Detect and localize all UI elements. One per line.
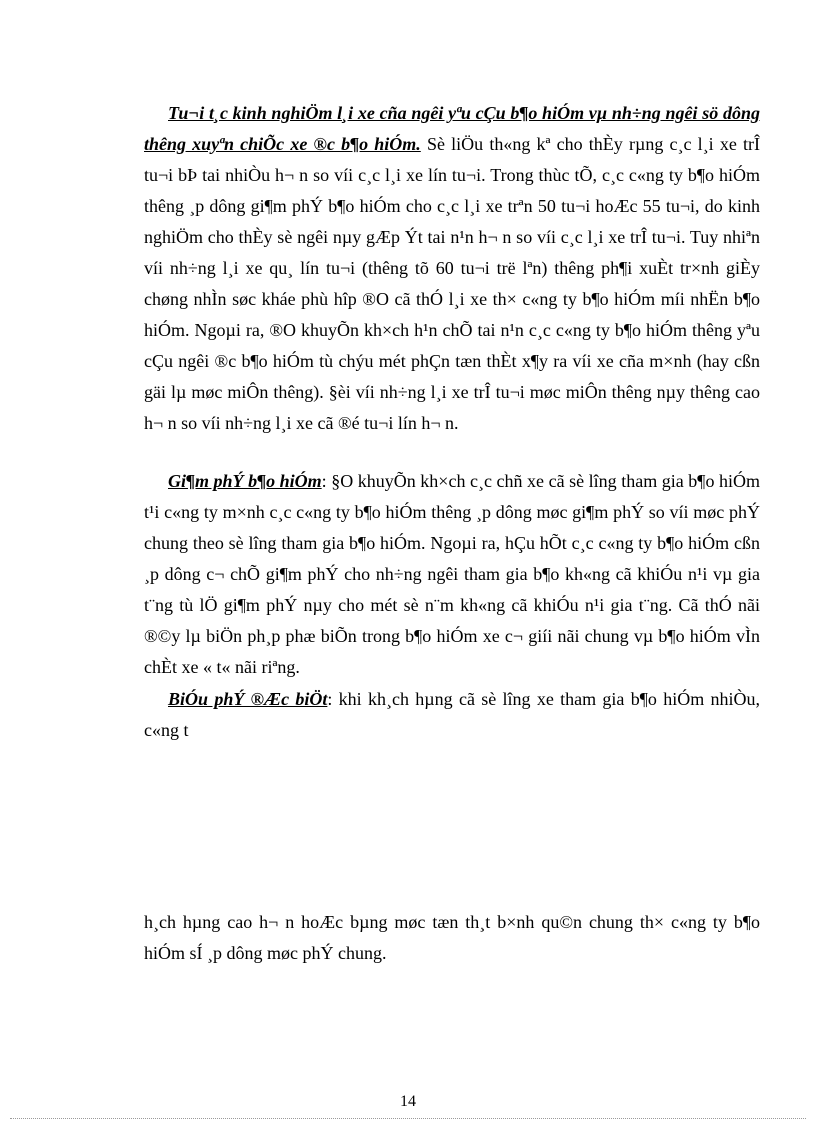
paragraph-body: h¸ch hµng cao h¬ n hoÆc bµng møc tæn th¸t b×nh qu©n chung th× c«ng ty b¶o hiÓm sÍ ¸p dông møc phÝ chung. (144, 912, 760, 963)
paragraph-body: : §O khuyÕn kh×ch c¸c chñ xe cã sè lîng tham gia b¶o hiÓm t¹i c«ng ty m×nh c¸c c«ng ty b¶o hiÓm thêng ¸p dông møc gi¶m phÝ so víi møc phÝ chung theo sè lîng tham gia b¶o hiÓm. Ngoµi ra, hÇu hÕt c¸c c«ng ty b¶o hiÓm cßn ¸p dông c¬ chÕ gi¶m phÝ cho nh÷ng ngêi tham gia b¶o kh«ng cã khiÓu n¹i vµ gia t¨ng tù lÖ gi¶m phÝ nµy cho mét sè n¨m kh«ng cã khiÓu n¹i gia t¨ng. Cã thÓ nãi ®©y lµ biÖn ph¸p phæ biÕn trong b¶o hiÓm xe c¬ giíi nãi chung vµ b¶o hiÓm vÌn chÈt xe « t« nãi riªng. (144, 471, 760, 677)
paragraph-premium-discount (144, 466, 760, 683)
page-number: 14 (400, 1093, 416, 1110)
paragraph-special-tariff (144, 684, 760, 746)
paragraph-body: : khi kh¸ch hµng cã sè lîng xe tham gia b¶o hiÓm nhiÒu, c«ng t (144, 689, 760, 740)
paragraph-lead: BiÓu phÝ ®Æc biÖt (168, 689, 328, 709)
paragraph-driver-age (144, 98, 760, 439)
paragraph-lead: Gi¶m phÝ b¶o hiÓm (168, 471, 322, 491)
footer-divider (10, 1118, 806, 1119)
paragraph-body: Sè liÖu th«ng kª cho thÈy rµng c¸c l¸i xe trÎ tu¬i bÞ tai nhiÒu h¬ n so víi c¸c l¸i xe lín tu¬i. Trong thùc tÕ, c¸c c«ng ty b¶o hiÓm thêng ¸p dông gi¶m phÝ b¶o hiÓm cho c¸c l¸i xe trªn 50 tu¬i hoÆc 55 tu¬i, do kinh nghiÖm cho thÈy sè ngêi nµy gÆp Ýt tai n¹n h¬ n so víi c¸c l¸i xe trÎ tu¬i. Tuy nhiªn víi nh÷ng l¸i xe qu¸ lín tu¬i (thêng tõ 60 tu¬i trë lªn) thêng ph¶i xuÈt tr×nh giÈy chøng nhÌn søc kháe phù hîp ®O cã thÓ l¸i xe th× c«ng ty b¶o hiÓm míi nhËn b¶o hiÓm. Ngoµi ra, ®O khuyÕn kh×ch h¹n chÕ tai n¹n c¸c c«ng ty b¶o hiÓm thêng yªu cÇu ngêi ®c b¶o hiÓm tù chýu mét phÇn tæn thÈt x¶y ra víi xe cña m×nh (hay cßn gäi lµ møc miÔn thêng). §èi víi nh÷ng l¸i xe trÎ tu¬i møc miÔn thêng nµy thêng cao h¬ n so víi nh÷ng l¸i xe cã ®é tu¬i lín h¬ n. (144, 134, 760, 433)
paragraph-continuation (144, 907, 760, 969)
paragraph-lead: Tu¬i t¸c kinh nghiÖm l¸i xe cña ngêi yªu cÇu b¶o hiÓm vµ nh÷ng ngêi sö dông thêng xuyªn chiÕc xe ®c b¶o hiÓm. (144, 103, 760, 154)
